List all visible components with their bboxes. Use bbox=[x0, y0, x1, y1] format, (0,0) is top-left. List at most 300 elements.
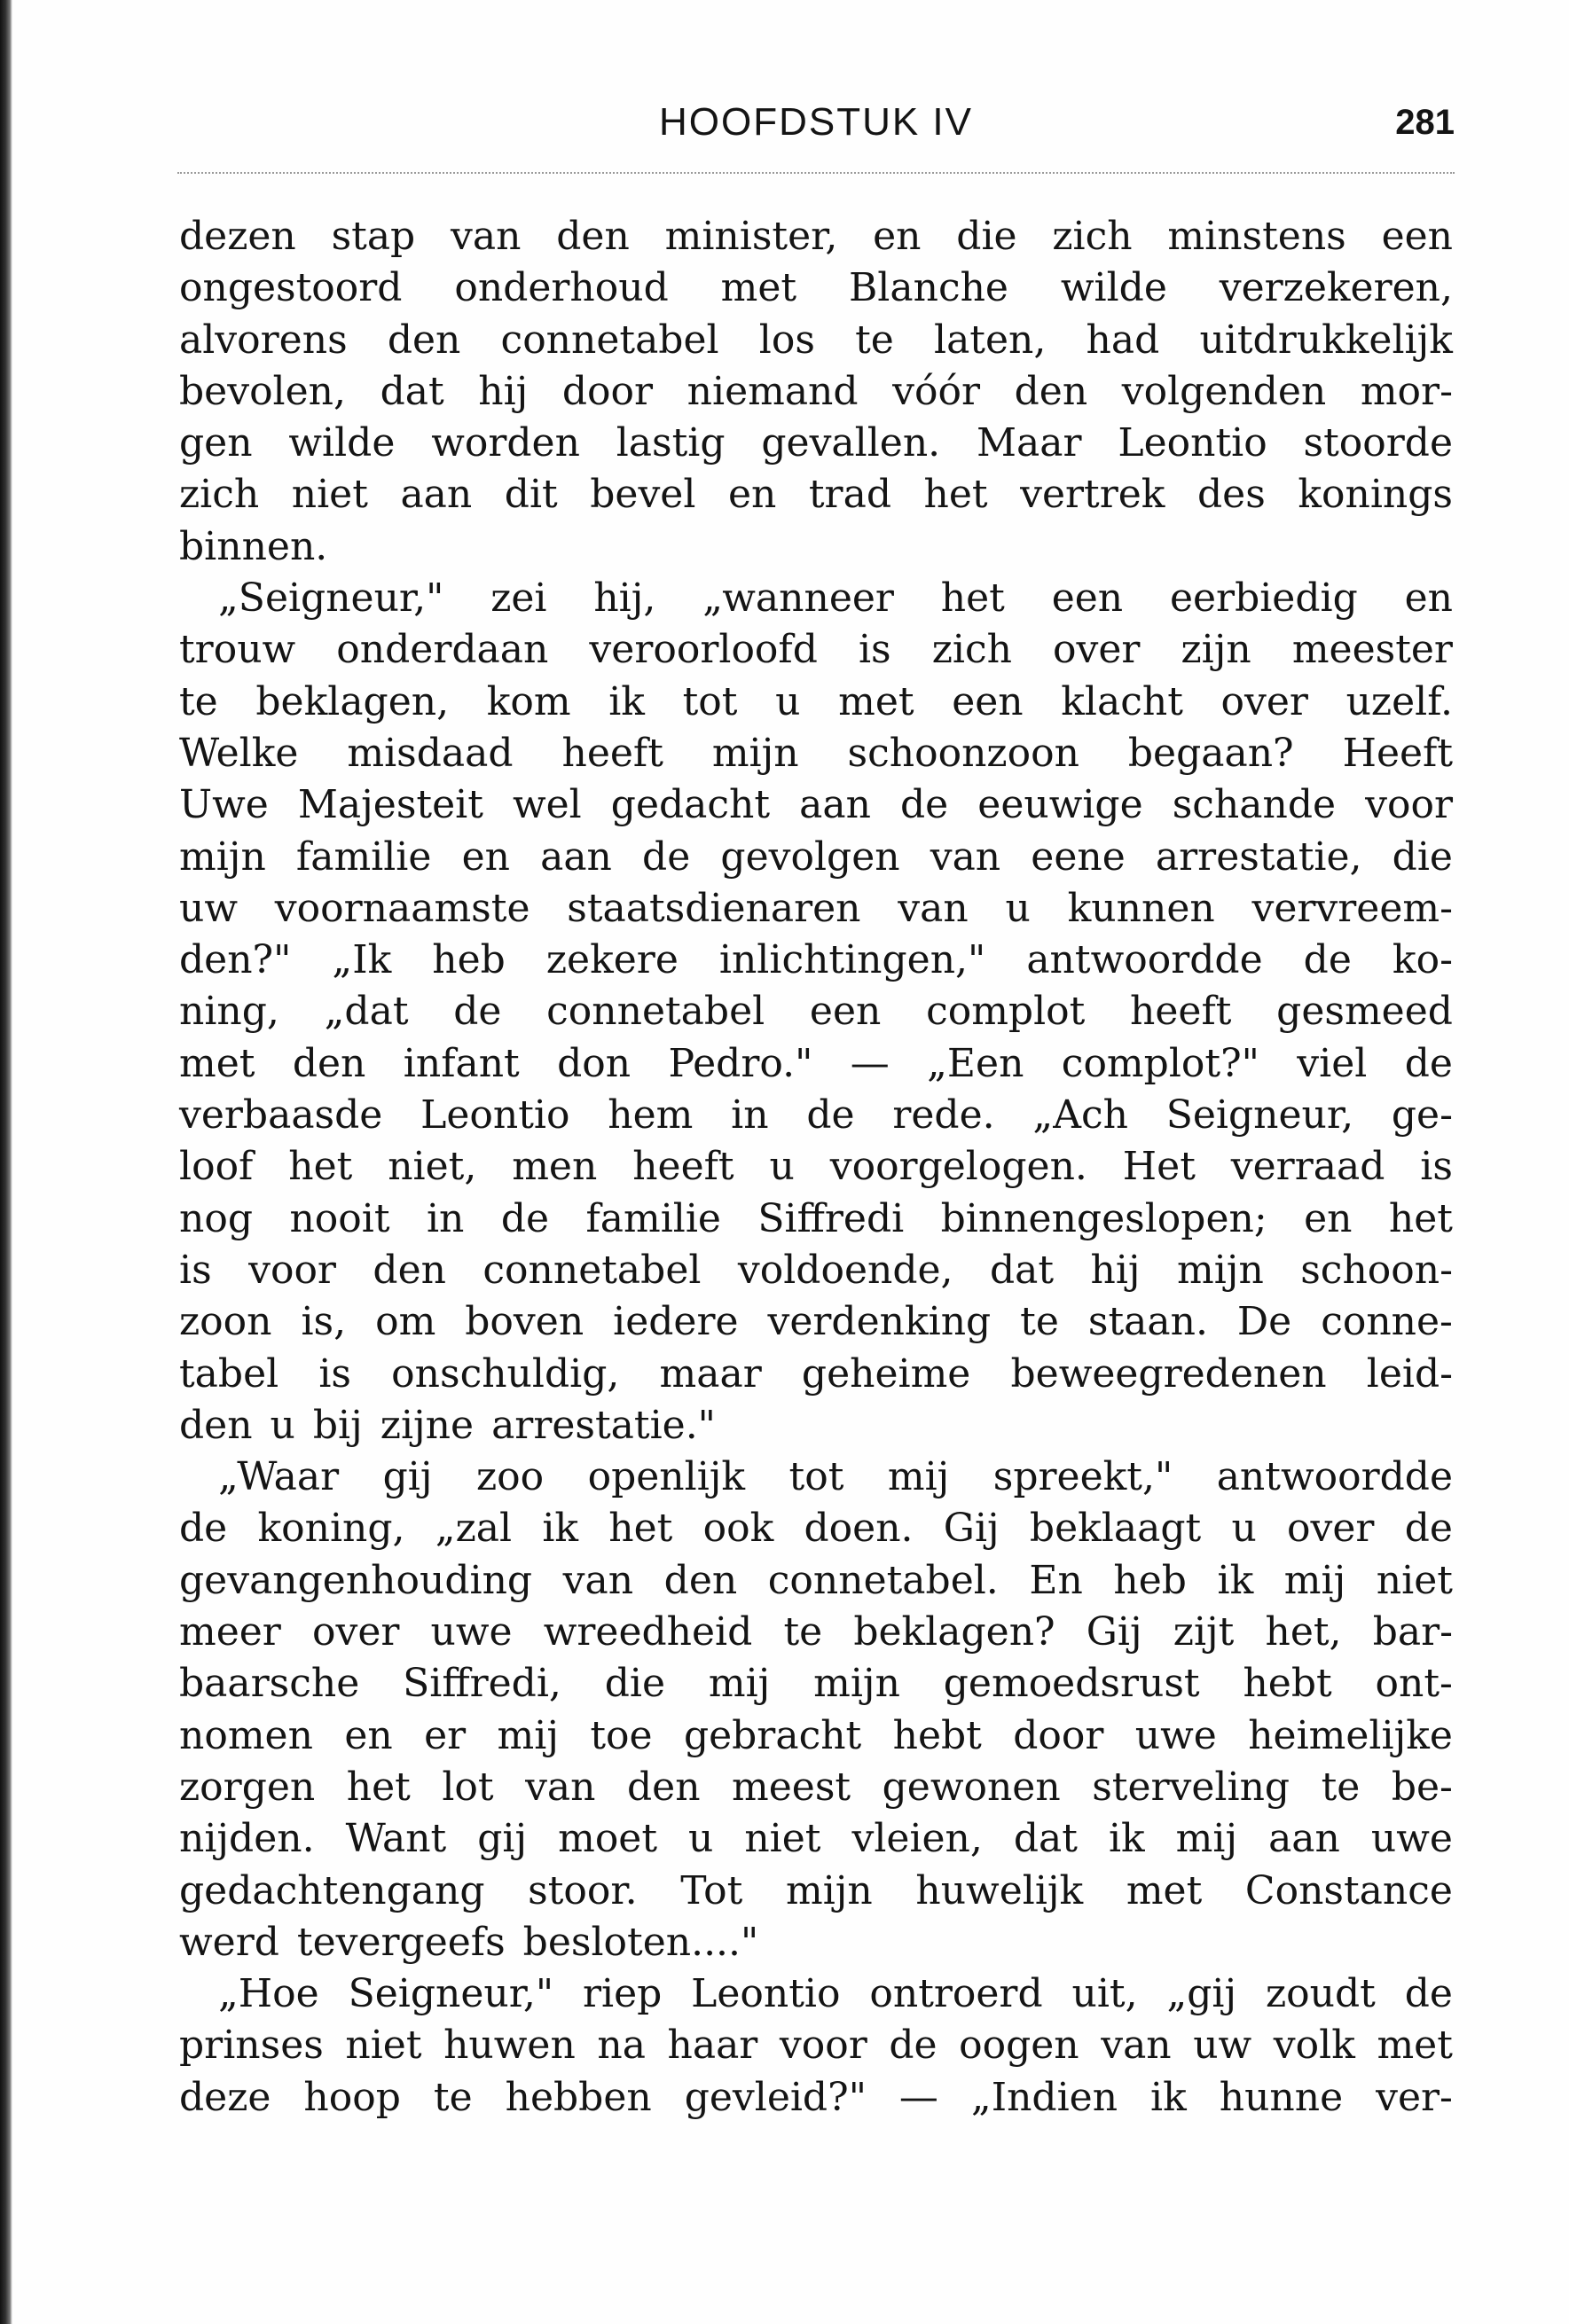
word: gij bbox=[382, 1454, 433, 1500]
word: staan. bbox=[1087, 1299, 1208, 1345]
text-line bbox=[179, 2020, 1453, 2071]
word: uit, bbox=[1071, 1971, 1138, 2017]
word: wreedheid bbox=[543, 1609, 753, 1655]
word: Leontio bbox=[691, 1971, 841, 2017]
word: dezen bbox=[179, 214, 296, 259]
word: staatsdienaren bbox=[567, 885, 861, 931]
word: volgenden bbox=[1121, 368, 1327, 414]
word: huwen bbox=[443, 2023, 576, 2069]
word: uwe bbox=[430, 1609, 513, 1655]
text-line bbox=[179, 1658, 1453, 1710]
word: eeuwige bbox=[977, 782, 1143, 828]
word: stoorde bbox=[1303, 420, 1453, 466]
word: bij bbox=[312, 1402, 363, 1448]
word: zich bbox=[1052, 214, 1133, 259]
word: gevallen. bbox=[761, 420, 941, 466]
word: voornaamste bbox=[274, 885, 530, 931]
word: Leontio bbox=[420, 1092, 570, 1139]
word: gevleid?" bbox=[684, 2074, 867, 2120]
word: minstens bbox=[1167, 214, 1346, 259]
word: deze bbox=[179, 2074, 271, 2120]
word: de bbox=[1303, 937, 1352, 983]
word: openlijk bbox=[587, 1454, 746, 1500]
word: bevolen, bbox=[179, 368, 346, 414]
word: inlichtingen," bbox=[718, 937, 986, 983]
word: connetabel bbox=[546, 989, 765, 1035]
word: antwoordde bbox=[1026, 937, 1263, 983]
word: stap bbox=[331, 214, 416, 259]
word: den bbox=[663, 1557, 738, 1603]
text-line bbox=[179, 1762, 1453, 1813]
word: den bbox=[373, 1247, 446, 1293]
word: hebben bbox=[505, 2074, 652, 2120]
word: familie bbox=[295, 833, 432, 880]
word: ik bbox=[1217, 1557, 1254, 1603]
page-binding-edge bbox=[0, 0, 12, 2324]
word: niet bbox=[744, 1816, 821, 1862]
word: leid- bbox=[1366, 1350, 1453, 1397]
word: mijn bbox=[813, 1661, 900, 1707]
word: nomen bbox=[179, 1712, 313, 1758]
word: om bbox=[375, 1299, 436, 1345]
word: zijne bbox=[380, 1402, 475, 1448]
text-line bbox=[179, 1866, 1453, 1917]
word: met bbox=[179, 1040, 255, 1086]
word: dat bbox=[380, 368, 444, 414]
word: lot bbox=[442, 1764, 494, 1810]
word: is, bbox=[301, 1299, 347, 1345]
word: wel bbox=[512, 782, 582, 828]
word: tot bbox=[788, 1454, 844, 1500]
text-line bbox=[179, 986, 1453, 1037]
text-line bbox=[179, 1607, 1453, 1658]
word: arrestatie." bbox=[491, 1402, 716, 1448]
word: in bbox=[426, 1195, 465, 1241]
word: eerbiedig bbox=[1169, 575, 1358, 622]
word: rede. bbox=[892, 1092, 995, 1139]
text-line bbox=[179, 1555, 1453, 1607]
word: zijn bbox=[1181, 627, 1251, 673]
word: nijden. bbox=[179, 1816, 315, 1862]
word: connetabel bbox=[482, 1247, 702, 1293]
word: niet bbox=[291, 472, 368, 518]
word: ver- bbox=[1376, 2074, 1453, 2120]
word: ik bbox=[1108, 1816, 1145, 1862]
word: gedachtengang bbox=[179, 1867, 485, 1913]
word: trad bbox=[808, 472, 891, 518]
word: antwoordde bbox=[1216, 1454, 1453, 1500]
word: gevolgen bbox=[720, 833, 900, 880]
word: schoon- bbox=[1300, 1247, 1453, 1293]
word: aan bbox=[540, 833, 612, 880]
word: de bbox=[453, 989, 502, 1035]
header-divider bbox=[177, 172, 1455, 174]
word: tevergeefs bbox=[296, 1919, 506, 1965]
word: heb bbox=[1113, 1557, 1187, 1603]
word: de bbox=[806, 1092, 855, 1139]
text-line bbox=[179, 1090, 1453, 1141]
word: hij, bbox=[593, 575, 656, 622]
word: huwelijk bbox=[915, 1867, 1084, 1913]
word: de bbox=[642, 833, 691, 880]
word: te bbox=[1020, 1299, 1059, 1345]
word: mij bbox=[1175, 1816, 1238, 1862]
text-line bbox=[179, 573, 1453, 624]
word: uw bbox=[1193, 2023, 1252, 2069]
word: wilde bbox=[1060, 265, 1167, 311]
word: geheime bbox=[801, 1350, 971, 1397]
text-line bbox=[179, 677, 1453, 728]
word: Want bbox=[345, 1816, 447, 1862]
word: En bbox=[1029, 1557, 1083, 1603]
word: vertrek bbox=[1020, 472, 1165, 518]
text-line bbox=[179, 624, 1453, 676]
word: is bbox=[858, 627, 891, 673]
word: Siffredi bbox=[757, 1195, 905, 1241]
word: zich bbox=[931, 627, 1012, 673]
word: minister, bbox=[664, 214, 838, 259]
word: gesmeed bbox=[1276, 989, 1453, 1035]
word: Gij bbox=[1086, 1609, 1142, 1655]
word: hoop bbox=[303, 2074, 401, 2120]
word: hebt bbox=[892, 1712, 982, 1758]
word: gebracht bbox=[683, 1712, 862, 1758]
word: voorgelogen. bbox=[829, 1144, 1087, 1190]
word: — bbox=[898, 2074, 938, 2120]
text-line bbox=[179, 1038, 1453, 1090]
word: Majesteit bbox=[297, 782, 483, 828]
word: gedacht bbox=[610, 782, 771, 828]
text-line bbox=[179, 1296, 1453, 1348]
word: ontroerd bbox=[869, 1971, 1043, 2017]
word: zijt bbox=[1173, 1609, 1235, 1655]
word: er bbox=[424, 1712, 467, 1758]
word: te bbox=[783, 1609, 823, 1655]
word: Welke bbox=[179, 730, 299, 776]
word: van bbox=[562, 1557, 634, 1603]
word: te bbox=[855, 317, 894, 363]
text-line bbox=[179, 418, 1453, 469]
word: Tot bbox=[680, 1867, 743, 1913]
word: heeft bbox=[561, 730, 663, 776]
word: beweegredenen bbox=[1010, 1350, 1327, 1397]
word: ik bbox=[1150, 2074, 1187, 2120]
text-line bbox=[179, 521, 1453, 573]
word: den bbox=[1014, 368, 1088, 414]
word: riep bbox=[582, 1971, 663, 2017]
text-line bbox=[179, 1141, 1453, 1193]
running-head bbox=[177, 96, 1455, 149]
word: over bbox=[311, 1609, 400, 1655]
word: „Ach bbox=[1032, 1092, 1128, 1139]
word: ont- bbox=[1375, 1661, 1453, 1707]
text-line bbox=[179, 1452, 1453, 1503]
word: den bbox=[292, 1040, 366, 1086]
word: hunne bbox=[1219, 2074, 1344, 2120]
word: boven bbox=[465, 1299, 584, 1345]
word: misdaad bbox=[347, 730, 514, 776]
text-line bbox=[179, 1968, 1453, 2020]
text-line bbox=[179, 935, 1453, 986]
word: zekere bbox=[545, 937, 679, 983]
word: is bbox=[318, 1350, 352, 1397]
word: gewonen bbox=[882, 1764, 1061, 1810]
word: doen. bbox=[804, 1506, 914, 1552]
word: verraad bbox=[1230, 1144, 1385, 1190]
text-line bbox=[179, 728, 1453, 779]
word: los bbox=[758, 317, 815, 363]
word: uwe bbox=[1134, 1712, 1217, 1758]
word: toe bbox=[590, 1712, 653, 1758]
word: een bbox=[1381, 214, 1453, 259]
word: een bbox=[809, 989, 882, 1035]
word: haar bbox=[667, 2023, 758, 2069]
word: mijn bbox=[1177, 1247, 1264, 1293]
word: sterveling bbox=[1092, 1764, 1291, 1810]
word: des bbox=[1197, 472, 1266, 518]
word: veroorloofd bbox=[589, 627, 818, 673]
word: „gij bbox=[1166, 1971, 1237, 2017]
word: uw bbox=[179, 885, 238, 931]
word: te bbox=[1321, 1764, 1361, 1810]
word: de bbox=[1404, 1040, 1453, 1086]
word: heimelijke bbox=[1248, 1712, 1453, 1758]
word: u bbox=[769, 1144, 795, 1190]
word: Heeft bbox=[1342, 730, 1453, 776]
word: Het bbox=[1122, 1144, 1196, 1190]
word: niet bbox=[345, 2023, 422, 2069]
word: men bbox=[512, 1144, 598, 1190]
word: mijn bbox=[711, 730, 799, 776]
word: alvorens bbox=[179, 317, 348, 363]
word: die bbox=[604, 1661, 666, 1707]
text-line bbox=[179, 779, 1453, 831]
word: werd bbox=[179, 1919, 279, 1965]
word: De bbox=[1236, 1299, 1292, 1345]
word: van bbox=[930, 833, 1001, 880]
word: „Indien bbox=[970, 2074, 1118, 2120]
word: nooit bbox=[289, 1195, 390, 1241]
word: worden bbox=[431, 420, 580, 466]
word: het bbox=[346, 1764, 411, 1810]
word: die bbox=[1392, 833, 1453, 880]
word: „Ik bbox=[332, 937, 392, 983]
word: is bbox=[179, 1247, 212, 1293]
word: u bbox=[775, 678, 801, 724]
word: en bbox=[344, 1712, 393, 1758]
word: zich bbox=[179, 472, 260, 518]
word: het bbox=[608, 1506, 673, 1552]
word: „wanneer bbox=[702, 575, 894, 622]
word: tabel bbox=[179, 1350, 279, 1397]
word: vervreem- bbox=[1251, 885, 1453, 931]
word: de bbox=[500, 1195, 550, 1241]
word: „Een bbox=[927, 1040, 1024, 1086]
word: koning, bbox=[257, 1506, 405, 1552]
word: de bbox=[179, 1506, 228, 1552]
word: trouw bbox=[179, 627, 296, 673]
word: voor bbox=[779, 2023, 867, 2069]
word: bar- bbox=[1372, 1609, 1453, 1655]
word: konings bbox=[1298, 472, 1453, 518]
word: van bbox=[525, 1764, 596, 1810]
word: nog bbox=[179, 1195, 253, 1241]
word: de bbox=[889, 2023, 937, 2069]
word: onderdaan bbox=[336, 627, 549, 673]
word: niet, bbox=[388, 1144, 477, 1190]
word: wilde bbox=[288, 420, 396, 466]
text-line bbox=[179, 1917, 1453, 1968]
word: dit bbox=[504, 472, 558, 518]
word: aan bbox=[1268, 1816, 1340, 1862]
word: kunnen bbox=[1067, 885, 1215, 931]
word: „Waar bbox=[218, 1454, 340, 1500]
word: over bbox=[1287, 1506, 1375, 1552]
word: tot bbox=[682, 678, 738, 724]
word: maar bbox=[659, 1350, 762, 1397]
word: zoon bbox=[179, 1299, 272, 1345]
word: den?" bbox=[179, 937, 292, 983]
word: Uwe bbox=[179, 782, 269, 828]
word: oogen bbox=[959, 2023, 1079, 2069]
word: gemoedsrust bbox=[943, 1661, 1200, 1707]
word: verbaasde bbox=[179, 1092, 383, 1139]
text-line bbox=[179, 262, 1453, 314]
text-line bbox=[179, 366, 1453, 418]
word: niemand bbox=[686, 368, 859, 414]
word: vleien, bbox=[851, 1816, 983, 1862]
word: van bbox=[451, 214, 522, 259]
word: ko- bbox=[1392, 937, 1453, 983]
word: verzekeren, bbox=[1219, 265, 1453, 311]
word: het bbox=[940, 575, 1005, 622]
word: van bbox=[898, 885, 969, 931]
word: en bbox=[1304, 1195, 1353, 1241]
word: ik bbox=[542, 1506, 579, 1552]
word: had bbox=[1086, 317, 1160, 363]
word: ongestoord bbox=[179, 265, 403, 311]
word: beklagen? bbox=[853, 1609, 1055, 1655]
word: met bbox=[720, 265, 797, 311]
word: in bbox=[731, 1092, 769, 1139]
word: bevel bbox=[590, 472, 696, 518]
word: mijn bbox=[785, 1867, 873, 1913]
word: beklagen, bbox=[255, 678, 450, 724]
word: voor bbox=[1365, 782, 1453, 828]
word: verdenking bbox=[767, 1299, 992, 1345]
text-line bbox=[179, 1349, 1453, 1400]
word: conne- bbox=[1321, 1299, 1453, 1345]
word: uwe bbox=[1370, 1816, 1453, 1862]
word: heb bbox=[432, 937, 506, 983]
word: de bbox=[900, 782, 949, 828]
word: aan bbox=[799, 782, 871, 828]
word: voldoende, bbox=[737, 1247, 953, 1293]
word: met bbox=[1126, 1867, 1203, 1913]
word: viel bbox=[1297, 1040, 1368, 1086]
word: heeft bbox=[1130, 989, 1232, 1035]
word: Seigneur, bbox=[1165, 1092, 1354, 1139]
word: en bbox=[727, 472, 777, 518]
word: kom bbox=[486, 678, 571, 724]
word: hem bbox=[608, 1092, 694, 1139]
word: u bbox=[688, 1816, 714, 1862]
word: mijn bbox=[179, 833, 266, 880]
word: „Seigneur," bbox=[218, 575, 444, 622]
word: voor bbox=[248, 1247, 336, 1293]
word: het bbox=[1388, 1195, 1453, 1241]
word: den bbox=[556, 214, 630, 259]
word: connetabel. bbox=[767, 1557, 999, 1603]
word: de bbox=[1404, 1971, 1453, 2017]
word: baarsche bbox=[179, 1661, 360, 1707]
text-line bbox=[179, 1503, 1453, 1554]
word: door bbox=[561, 368, 654, 414]
word: over bbox=[1053, 627, 1141, 673]
word: meester bbox=[1291, 627, 1453, 673]
text-line bbox=[179, 1400, 1453, 1452]
word: familie bbox=[585, 1195, 721, 1241]
word: met bbox=[838, 678, 914, 724]
text-line bbox=[179, 1710, 1453, 1762]
word: Blanche bbox=[848, 265, 1008, 311]
word: den bbox=[179, 1402, 253, 1448]
word: van bbox=[1101, 2023, 1172, 2069]
word: te bbox=[433, 2074, 473, 2120]
text-line bbox=[179, 315, 1453, 366]
word: te bbox=[179, 678, 218, 724]
word: loof bbox=[179, 1144, 254, 1190]
word: dat bbox=[989, 1247, 1055, 1293]
word: uzelf. bbox=[1345, 678, 1453, 724]
word: ning, bbox=[179, 989, 279, 1035]
word: het bbox=[288, 1144, 353, 1190]
text-line bbox=[179, 832, 1453, 883]
word: volk bbox=[1273, 2023, 1355, 2069]
word: binnengeslopen; bbox=[940, 1195, 1267, 1241]
word: beklaagt bbox=[1029, 1506, 1202, 1552]
word: is bbox=[1420, 1144, 1453, 1190]
word: door bbox=[1013, 1712, 1104, 1758]
word: Seigneur," bbox=[348, 1971, 554, 2017]
word: aan bbox=[400, 472, 473, 518]
word: „Hoe bbox=[218, 1971, 319, 2017]
word: Siffredi, bbox=[403, 1661, 561, 1707]
word: onschuldig, bbox=[391, 1350, 620, 1397]
word: complot bbox=[926, 989, 1086, 1035]
word: Gij bbox=[943, 1506, 1000, 1552]
word: meest bbox=[732, 1764, 851, 1810]
word: gij bbox=[477, 1816, 528, 1862]
word: onderhoud bbox=[454, 265, 669, 311]
word: heeft bbox=[632, 1144, 734, 1190]
word: laten, bbox=[934, 317, 1047, 363]
word: prinses bbox=[179, 2023, 324, 2069]
word: begaan? bbox=[1127, 730, 1294, 776]
word: u bbox=[1005, 885, 1031, 931]
word: infant bbox=[403, 1040, 520, 1086]
word: „zal bbox=[435, 1506, 513, 1552]
word: en bbox=[873, 214, 922, 259]
word: binnen. bbox=[179, 523, 328, 569]
word: het, bbox=[1265, 1609, 1342, 1655]
word: vóór bbox=[892, 368, 981, 414]
word: die bbox=[956, 214, 1017, 259]
word: uitdrukkelijk bbox=[1199, 317, 1453, 363]
word: dat bbox=[1013, 1816, 1078, 1862]
word: klacht bbox=[1061, 678, 1183, 724]
word: niet bbox=[1376, 1557, 1453, 1603]
